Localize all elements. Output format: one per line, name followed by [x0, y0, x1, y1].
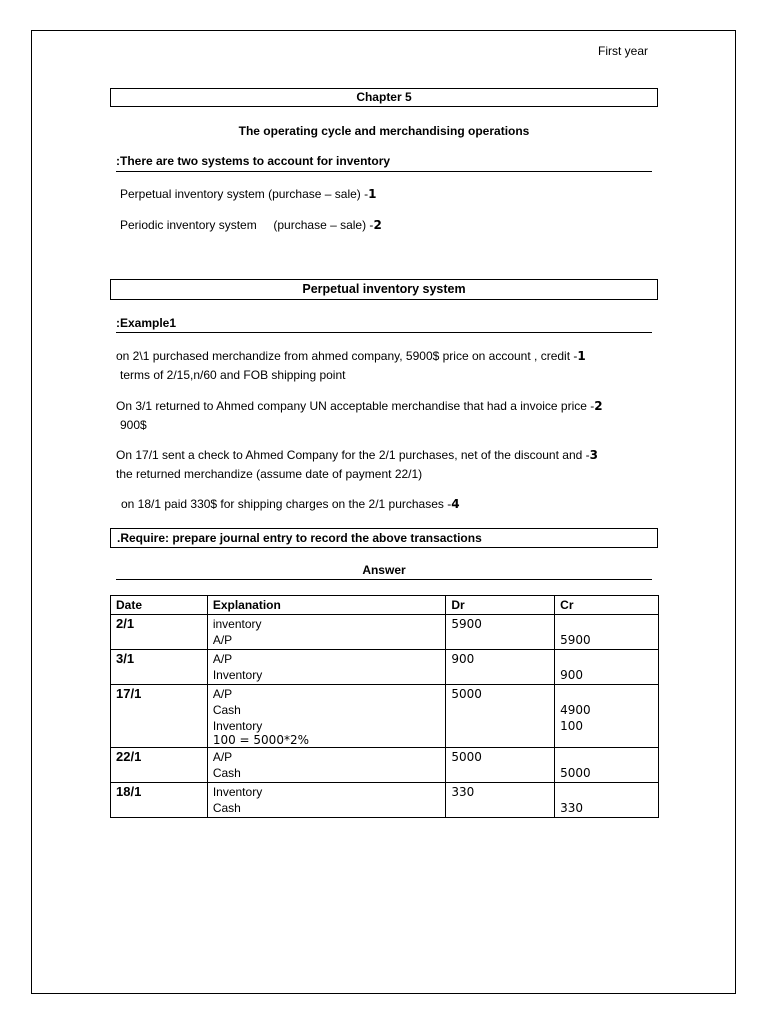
example-item-2-line1	[116, 399, 603, 413]
cr-cell	[555, 615, 659, 650]
cr-cell	[555, 650, 659, 685]
column-header-cr: Cr	[555, 596, 659, 615]
dr-value	[451, 667, 549, 683]
require-box	[110, 528, 658, 548]
explanation-cell	[207, 615, 446, 650]
dr-value: 330	[451, 785, 475, 799]
example-heading: :Example1	[116, 316, 177, 330]
explanation-line: A/P	[212, 750, 233, 764]
explanation-line: Cash	[212, 766, 241, 780]
example-item-2-text: On 3/1 returned to Ahmed company UN acceptable merchandise that had a invoice price -	[116, 399, 595, 413]
example-item-4-num: 4	[451, 497, 460, 511]
explanation-line: Inventory	[212, 719, 263, 733]
explanation-line: A/P	[212, 652, 233, 666]
explanation-line: Cash	[212, 703, 241, 717]
table-row	[111, 615, 659, 650]
discount-calculation: 100 = 5000*2%	[212, 733, 309, 747]
chapter-title-box	[110, 88, 658, 107]
dr-value: 5900	[451, 617, 482, 631]
date-cell: 17/1	[111, 685, 208, 748]
example-item-3-num: 3	[589, 448, 598, 462]
dr-cell	[446, 615, 555, 650]
example-item-3-line2: the returned merchandize (assume date of payment 22/1)	[116, 467, 423, 481]
system-item-2	[120, 218, 382, 232]
dr-value	[451, 632, 549, 648]
explanation-line: Inventory	[212, 785, 263, 799]
system-item-1-text: Perpetual inventory system (purchase – sale) -	[120, 187, 369, 201]
example-item-3-text: On 17/1 sent a check to Ahmed Company for the 2/1 purchases, net of the discount and -	[116, 448, 590, 462]
cr-value	[560, 616, 653, 632]
example-item-4-line1	[121, 497, 460, 511]
answer-heading: Answer	[362, 563, 406, 577]
explanation-cell	[207, 650, 446, 685]
explanation-cell	[207, 748, 446, 783]
require-text: .Require: prepare journal entry to record the above transactions	[117, 531, 482, 545]
systems-heading-rule	[116, 171, 652, 172]
example-item-1-num: 1	[577, 349, 586, 363]
cr-value: 330	[560, 801, 584, 815]
date-cell: 3/1	[111, 650, 208, 685]
dr-value	[451, 765, 549, 781]
explanation-line: inventory	[212, 617, 262, 631]
chapter-subtitle: The operating cycle and merchandising operations	[238, 124, 530, 138]
systems-heading: :There are two systems to account for inventory	[116, 154, 391, 168]
chapter-title: Chapter 5	[356, 90, 412, 104]
answer-heading-rule	[116, 579, 652, 580]
dr-value: 5000	[451, 687, 482, 701]
column-header-date: Date	[111, 596, 208, 615]
example-item-4-text: on 18/1 paid 330$ for shipping charges on the 2/1 purchases -	[121, 497, 452, 511]
system-item-1	[120, 187, 376, 201]
example-item-1-text: on 2\1 purchased merchandize from ahmed company, 5900$ price on account , credit -	[116, 349, 578, 363]
dr-value: 5000	[451, 750, 482, 764]
cr-cell	[555, 685, 659, 748]
explanation-line: Cash	[212, 801, 241, 815]
example-item-1-line1	[116, 349, 586, 363]
explanation-cell	[207, 783, 446, 818]
cr-value: 5000	[560, 766, 591, 780]
table-row	[111, 685, 659, 748]
column-header-explanation: Explanation	[207, 596, 446, 615]
example-item-3-line1	[116, 448, 598, 462]
table-row	[111, 748, 659, 783]
example-item-2-line2: 900$	[120, 418, 147, 432]
cr-value: 900	[560, 668, 584, 682]
cr-value: 100	[560, 719, 584, 733]
dr-value	[451, 800, 549, 816]
table-header-row	[111, 596, 659, 615]
system-item-2-text: Periodic inventory system (purchase – sale) -	[120, 218, 374, 232]
explanation-line: A/P	[212, 687, 233, 701]
perpetual-title-box	[110, 279, 658, 300]
dr-cell	[446, 783, 555, 818]
explanation-line: A/P	[212, 633, 233, 647]
cr-value: 5900	[560, 633, 591, 647]
cr-value	[560, 784, 653, 800]
dr-value: 900	[451, 652, 475, 666]
example-heading-rule	[116, 332, 652, 333]
dr-cell	[446, 650, 555, 685]
cr-cell	[555, 783, 659, 818]
example-item-2-num: 2	[594, 399, 603, 413]
journal-table	[110, 595, 659, 818]
cr-value	[560, 686, 653, 702]
example-item-1-line2: terms of 2/15,n/60 and FOB shipping point	[120, 368, 346, 382]
dr-cell	[446, 748, 555, 783]
table-row	[111, 650, 659, 685]
system-item-2-num: 2	[373, 218, 382, 232]
date-cell: 22/1	[111, 748, 208, 783]
date-cell: 2/1	[111, 615, 208, 650]
cr-value: 4900	[560, 703, 591, 717]
column-header-dr: Dr	[446, 596, 555, 615]
explanation-line: Inventory	[212, 668, 263, 682]
explanation-cell	[207, 685, 446, 748]
dr-cell	[446, 685, 555, 748]
year-label: First year	[598, 44, 649, 58]
cr-value	[560, 651, 653, 667]
page-border	[31, 30, 736, 994]
perpetual-title: Perpetual inventory system	[302, 282, 466, 296]
date-cell: 18/1	[111, 783, 208, 818]
table-row	[111, 783, 659, 818]
system-item-1-num: 1	[368, 187, 377, 201]
cr-value	[560, 749, 653, 765]
cr-cell	[555, 748, 659, 783]
